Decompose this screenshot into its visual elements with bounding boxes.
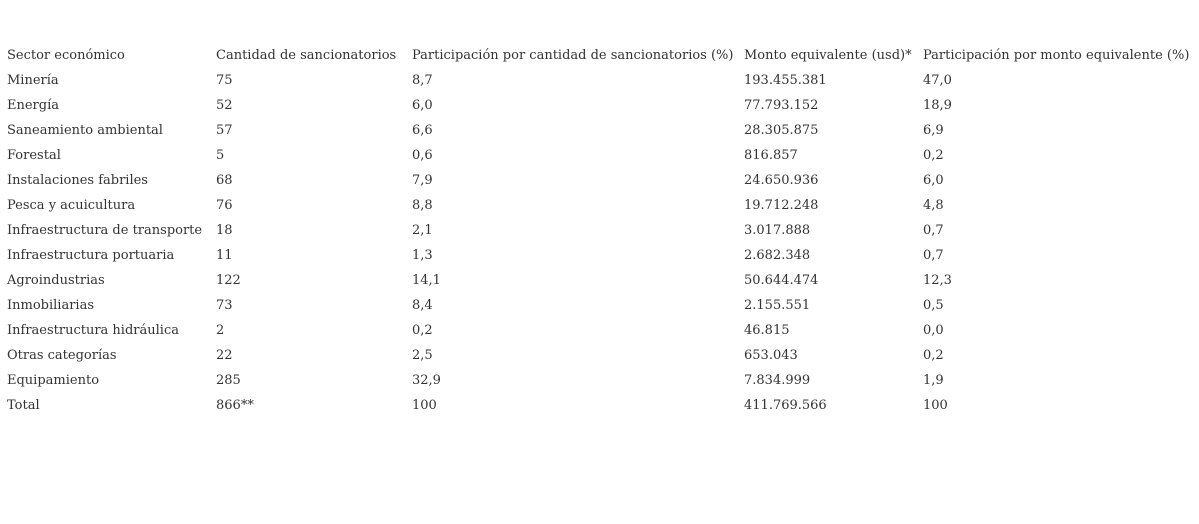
cell-count-share: 1,3 [412,248,433,263]
cell-count-share: 0,2 [412,323,433,338]
cell-sector: Total [7,398,40,413]
cell-count: 68 [216,173,233,188]
cell-amount: 50.644.474 [744,273,819,288]
cell-amount-share: 100 [923,398,948,413]
table-row [7,193,1193,218]
cell-amount: 77.793.152 [744,98,819,113]
header-count: Cantidad de sancionatorios [216,48,397,63]
cell-sector: Otras categorías [7,348,117,363]
cell-sector: Instalaciones fabriles [7,173,148,188]
table-row [7,318,1193,343]
cell-amount: 46.815 [744,323,790,338]
cell-sector: Minería [7,73,59,88]
cell-sector: Infraestructura portuaria [7,248,175,263]
cell-count-share: 32,9 [412,373,441,388]
cell-count-share: 2,5 [412,348,433,363]
cell-amount-share: 0,2 [923,148,944,163]
cell-amount: 193.455.381 [744,73,827,88]
cell-amount: 28.305.875 [744,123,819,138]
cell-amount-share: 18,9 [923,98,952,113]
cell-count: 11 [216,248,233,263]
header-amount: Monto equivalente (usd)* [744,48,912,63]
cell-amount-share: 47,0 [923,73,952,88]
cell-amount-share: 12,3 [923,273,952,288]
cell-amount: 7.834.999 [744,373,811,388]
cell-amount-share: 0,0 [923,323,944,338]
cell-count: 285 [216,373,241,388]
cell-count-share: 8,8 [412,198,433,213]
cell-count-share: 0,6 [412,148,433,163]
cell-amount: 2.682.348 [744,248,811,263]
cell-count: 75 [216,73,233,88]
cell-count: 73 [216,298,233,313]
cell-amount: 19.712.248 [744,198,819,213]
cell-count: 76 [216,198,233,213]
header-amount-share: Participación por monto equivalente (%) [923,48,1190,63]
table-total-row [7,393,1193,418]
cell-sector: Forestal [7,148,61,163]
table-row [7,243,1193,268]
cell-amount-share: 0,5 [923,298,944,313]
cell-amount: 411.769.566 [744,398,827,413]
table-row [7,168,1193,193]
cell-count: 2 [216,323,225,338]
cell-amount-share: 0,7 [923,248,944,263]
header-count-share: Participación por cantidad de sancionatorios (%) [412,48,734,63]
cell-amount-share: 1,9 [923,373,944,388]
sanctions-table [7,43,1193,418]
cell-amount: 3.017.888 [744,223,811,238]
cell-amount: 24.650.936 [744,173,819,188]
table-row [7,118,1193,143]
cell-count: 5 [216,148,225,163]
cell-sector: Infraestructura hidráulica [7,323,179,338]
cell-count-share: 14,1 [412,273,441,288]
table-header-row [7,43,1193,68]
cell-count: 18 [216,223,233,238]
cell-count: 866** [216,398,254,413]
cell-amount: 2.155.551 [744,298,811,313]
table-row [7,68,1193,93]
cell-count-share: 7,9 [412,173,433,188]
cell-count-share: 6,6 [412,123,433,138]
cell-sector: Pesca y acuicultura [7,198,136,213]
table-row [7,343,1193,368]
cell-count: 122 [216,273,241,288]
table-row [7,293,1193,318]
cell-count: 57 [216,123,233,138]
table-row [7,368,1193,393]
cell-amount: 816.857 [744,148,798,163]
cell-sector: Saneamiento ambiental [7,123,163,138]
table-row [7,93,1193,118]
cell-count: 52 [216,98,233,113]
cell-amount-share: 6,9 [923,123,944,138]
header-sector: Sector económico [7,48,125,63]
cell-amount-share: 0,7 [923,223,944,238]
cell-amount-share: 6,0 [923,173,944,188]
cell-count: 22 [216,348,233,363]
cell-amount-share: 0,2 [923,348,944,363]
table-row [7,143,1193,168]
cell-count-share: 6,0 [412,98,433,113]
cell-amount: 653.043 [744,348,798,363]
table-row [7,218,1193,243]
table-body [7,68,1193,418]
table-row [7,268,1193,293]
cell-amount-share: 4,8 [923,198,944,213]
cell-count-share: 8,7 [412,73,433,88]
cell-sector: Inmobiliarias [7,298,95,313]
cell-sector: Infraestructura de transporte [7,223,203,238]
cell-count-share: 100 [412,398,437,413]
cell-sector: Agroindustrias [7,273,105,288]
cell-sector: Equipamiento [7,373,100,388]
cell-sector: Energía [7,98,59,113]
cell-count-share: 2,1 [412,223,433,238]
cell-count-share: 8,4 [412,298,433,313]
